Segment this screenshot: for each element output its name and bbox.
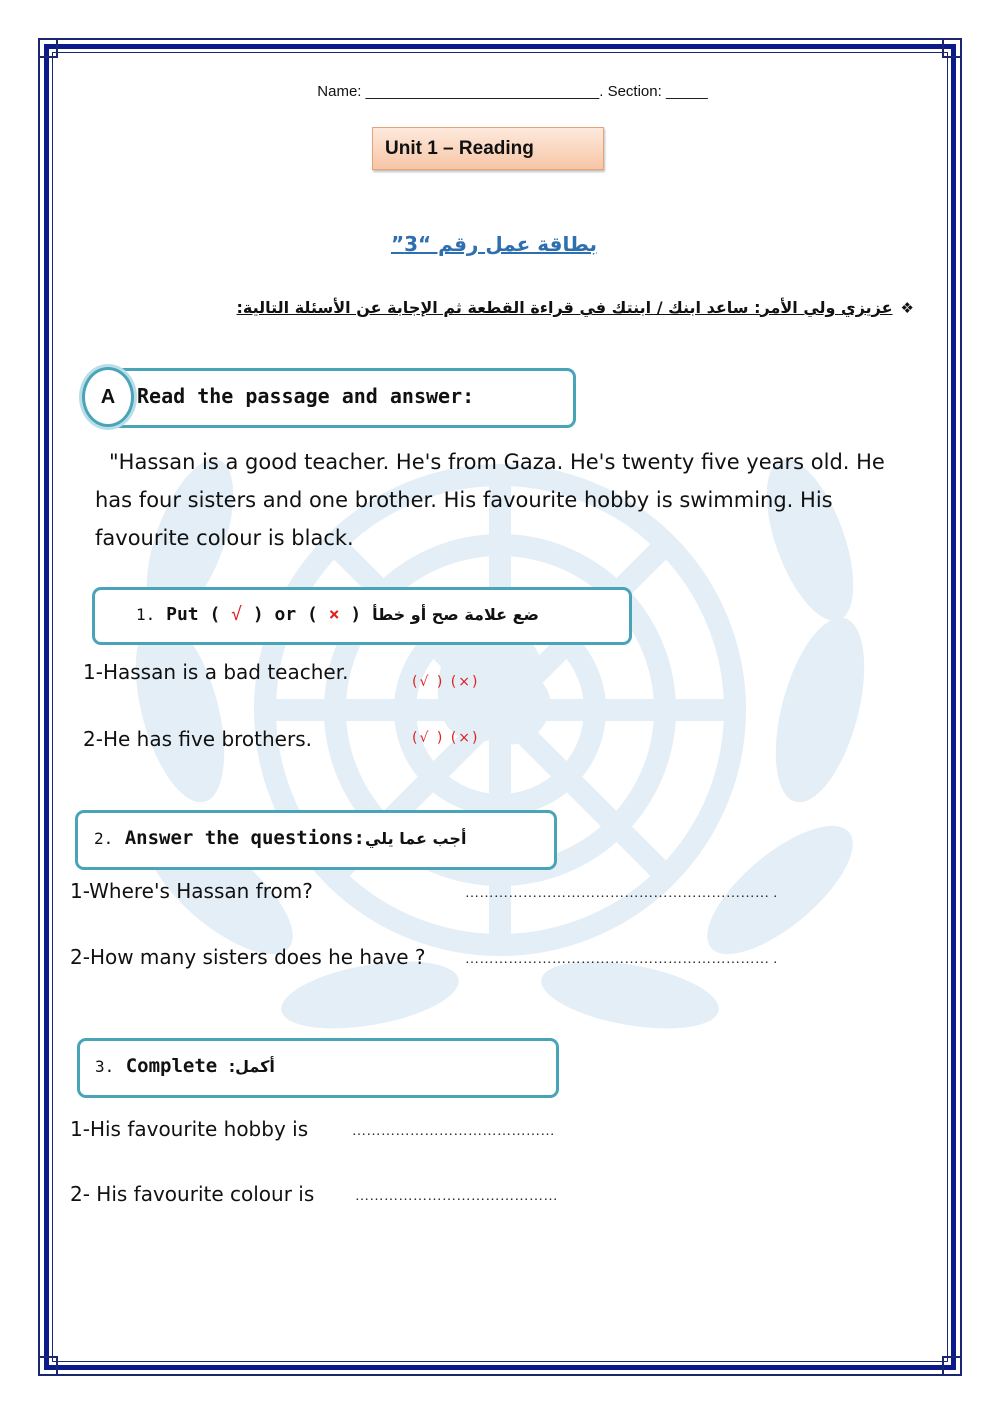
- section-a-title: Read the passage and answer:: [137, 384, 475, 408]
- true-false-options-1[interactable]: (√ ) (×): [412, 674, 480, 690]
- instruction-lead: عزيزي ولي الأمر: [760, 298, 893, 317]
- question-1: 1-Where's Hassan from?: [70, 879, 313, 903]
- complete-blank-2[interactable]: ……………………………………: [355, 1189, 558, 1204]
- exercise-2-number: 2.: [94, 829, 114, 848]
- exercise-1-put: Put (: [166, 604, 221, 625]
- answer-blank-1[interactable]: ……………………………………………………… .: [465, 886, 778, 901]
- unit-title: Unit 1 – Reading: [385, 138, 534, 159]
- diamond-bullet-icon: ❖: [900, 299, 914, 317]
- section-a-badge-letter: A: [100, 386, 116, 408]
- exercise-1-or: ) or (: [252, 604, 318, 625]
- complete-item-2: 2- His favourite colour is: [70, 1182, 315, 1206]
- worksheet-number: بطاقة عمل رقم “3”: [390, 232, 598, 256]
- name-section-line: [0, 83, 1000, 100]
- name-label: Name:: [317, 83, 362, 100]
- section-a-badge: [82, 367, 134, 427]
- section-label: . Section:: [599, 83, 662, 100]
- section-blank[interactable]: _____: [665, 83, 708, 100]
- frame-corner-top-right: [942, 38, 962, 58]
- exercise-3-label: Complete: [125, 1055, 218, 1077]
- question-2: 2-How many sisters does he have ?: [70, 945, 426, 969]
- exercise-1-arabic: ضع علامة صح أو خطأ: [372, 605, 539, 624]
- complete-blank-1[interactable]: ……………………………………: [352, 1124, 555, 1139]
- passage-line-1: "Hassan is a good teacher. He's from Gaza. He's twenty five years old. He: [109, 450, 885, 474]
- exercise-3-title: [95, 1055, 275, 1077]
- true-false-options-2[interactable]: (√ ) (×): [412, 730, 480, 746]
- exercise-1-close: ): [350, 604, 362, 625]
- cross-mark-icon: ×: [328, 604, 340, 625]
- frame-corner-bottom-right: [942, 1356, 962, 1376]
- exercise-1-title: [136, 604, 539, 625]
- frame-corner-top-left: [38, 38, 58, 58]
- exercise-3-arabic: أكمل:: [228, 1057, 275, 1076]
- name-blank[interactable]: ____________________________: [365, 83, 600, 100]
- true-false-item-2: 2-He has five brothers.: [83, 727, 312, 751]
- frame-corner-bottom-left: [38, 1356, 58, 1376]
- passage-line-2: has four sisters and one brother. His favourite hobby is swimming. His: [95, 488, 833, 512]
- exercise-2-arabic: أجب عما يلي: [364, 829, 467, 848]
- exercise-2-label: Answer the questions:: [124, 827, 365, 849]
- unit-title-box: [372, 127, 604, 170]
- instruction-text: : ساعد ابنك / ابنتك في قراءة القطعة ثم الإجابة عن الأسئلة التالية:: [236, 298, 761, 317]
- true-false-item-1: 1-Hassan is a bad teacher.: [83, 660, 349, 684]
- exercise-2-title: [94, 827, 466, 849]
- answer-blank-2[interactable]: ……………………………………………………… .: [465, 952, 778, 967]
- parent-instruction: [236, 298, 914, 317]
- complete-item-1: 1-His favourite hobby is: [70, 1117, 309, 1141]
- exercise-1-number: 1.: [136, 605, 156, 624]
- passage-line-3: favourite colour is black.: [95, 526, 354, 550]
- check-mark-icon: √: [231, 604, 242, 625]
- exercise-3-number: 3.: [95, 1057, 115, 1076]
- reading-passage: [95, 443, 935, 557]
